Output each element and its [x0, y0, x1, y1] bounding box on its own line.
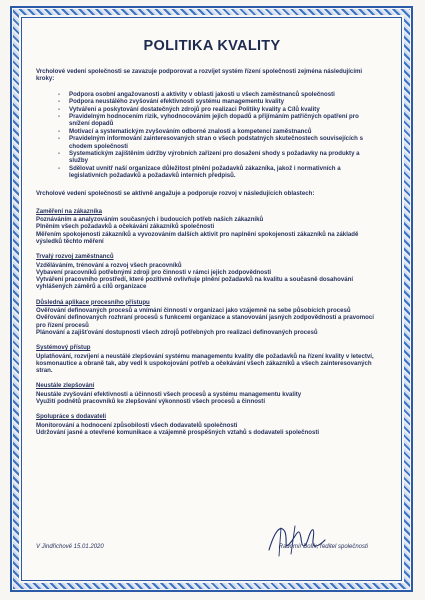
list-item: - Pravidelným informování zainteresovaných stran o všech podstatných skutečnostech souvisejících s chodem společnosti: [58, 135, 368, 150]
place-date: V Jindřichově 15.01.2020: [36, 544, 104, 550]
list-item: - Podpora neustálého zvyšování efektivnosti systému managementu kvality: [58, 98, 368, 105]
section-heading: Systémový přístup: [36, 344, 91, 352]
lead-paragraph: Vrcholové vedení společnosti se aktivně angažuje a podporuje rozvoj v následujících oblastech:: [36, 190, 315, 198]
section-heading: Trvalý rozvoj zaměstnanců: [36, 253, 114, 261]
list-item: - Motivací a systematickým zvyšováním odborné znalosti a kompetencí zaměstnanců: [58, 128, 368, 135]
section-line: Vzděláváním, trénování a rozvoj všech pracovníků: [36, 261, 182, 269]
section-heading: Důsledná aplikace procesního přístupu: [36, 298, 150, 306]
intro-paragraph: Vrcholové vedení společnosti se zavazuje podporovat a rozvíjet systém řízení společnosti zejména následujícími kroky:: [36, 68, 363, 83]
section-line: Plněním všech požadavků a očekávání zákazníků společnosti: [36, 223, 215, 231]
list-item: - Pravidelným hodnocením rizik, vyhodnocováním jejich dopadů a přijímáním patřičných opatření pro snížení dopadů: [58, 113, 368, 128]
section-line: Vybavení pracovníků potřebnými zdroji pro činnosti v rámci jejich zodpovědnosti: [36, 268, 272, 276]
section-continuous-improvement: [36, 382, 381, 405]
section-line: Neustále zvyšování efektivnosti a účinnosti všech procesů a systému managementu kvality: [36, 390, 302, 398]
section-customer-focus: [36, 208, 381, 245]
section-line: Uplatňování, rozvíjení a neustálé zlepšování systému managementu kvality dle požadavků na řízení kvality v letectví, kosmonautice a obraně tak, aby vedl k uspokojování potřeb a očekávání všech zákazníků a všech zainteresovaných stran.: [36, 352, 374, 375]
section-line: Monitorování a hodnocení způsobilosti všech dodavatelů společnosti: [36, 421, 238, 429]
list-item: - Podpora osobní angažovanosti a aktivity v oblasti jakosti u všech zaměstnanců společnosti: [58, 91, 368, 98]
section-line: Plánování a zajišťování dostupnosti všech zdrojů potřebných pro realizaci definovaných procesů: [36, 328, 318, 336]
section-line: Poznáváním a analyzováním současných i budoucích potřeb našich zákazníků: [36, 216, 264, 224]
commitment-list: [58, 91, 368, 180]
section-system-approach: [36, 344, 381, 374]
section-heading: Zaměření na zákazníka: [36, 207, 103, 215]
section-line: Ověřování definovaných rozhraní procesů s funkcemi organizace a stanovování jasných zodpovědností a pravomocí pro řízení procesů: [36, 314, 374, 329]
signer-name: Radomír Bolík, ředitel společnosti: [278, 544, 368, 550]
document-content: [28, 22, 396, 574]
list-item: - Vytváření a poskytování dostatečných zdrojů pro realizaci Politiky kvality a Cílů kvality: [58, 106, 368, 113]
document-title: POLITIKA KVALITY: [143, 38, 281, 54]
document-footer: [28, 522, 396, 572]
handwritten-signature: [261, 520, 331, 560]
section-line: Ověřování definovaných procesů a vnímání činností v organizaci jako vzájemně na sebe působících procesů: [36, 307, 351, 315]
section-employee-development: [36, 253, 381, 290]
list-item: - Systematickým zajištěním údržby výrobních zařízení pro dosažení shody s požadavky na produkty a služby: [58, 150, 368, 165]
list-item: - Sdělovat uvnitř naší organizace důležitost plnění požadavků zákazníka, jakož i normativních a legislativních požadavků a požadavků interních předpisů.: [58, 165, 368, 180]
section-line: Využití podnětů pracovníků ke zlepšování výkonnosti všech procesů a činností: [36, 398, 266, 405]
section-line: Vytváření pracovního prostředí, které pozitivně ovlivňuje plnění požadavků na kvalitu a současně dosahování vyhlášených záměrů a cílů organizace: [36, 276, 354, 291]
section-line: Měřením spokojenosti zákazníků a vyvozováním dalších aktivit pro naplnění spokojenosti zákazníků na základě výsledků těchto měření: [36, 230, 359, 245]
section-heading: Neustále zlepšování: [36, 382, 95, 390]
section-supplier-cooperation: [36, 413, 381, 436]
section-line: Udržování jasné a otevřené komunikace a vzájemně prospěšných vztahů s dodavateli společnosti: [36, 428, 320, 436]
section-process-approach: [36, 299, 381, 336]
section-heading: Spolupráce s dodavateli: [36, 413, 107, 421]
